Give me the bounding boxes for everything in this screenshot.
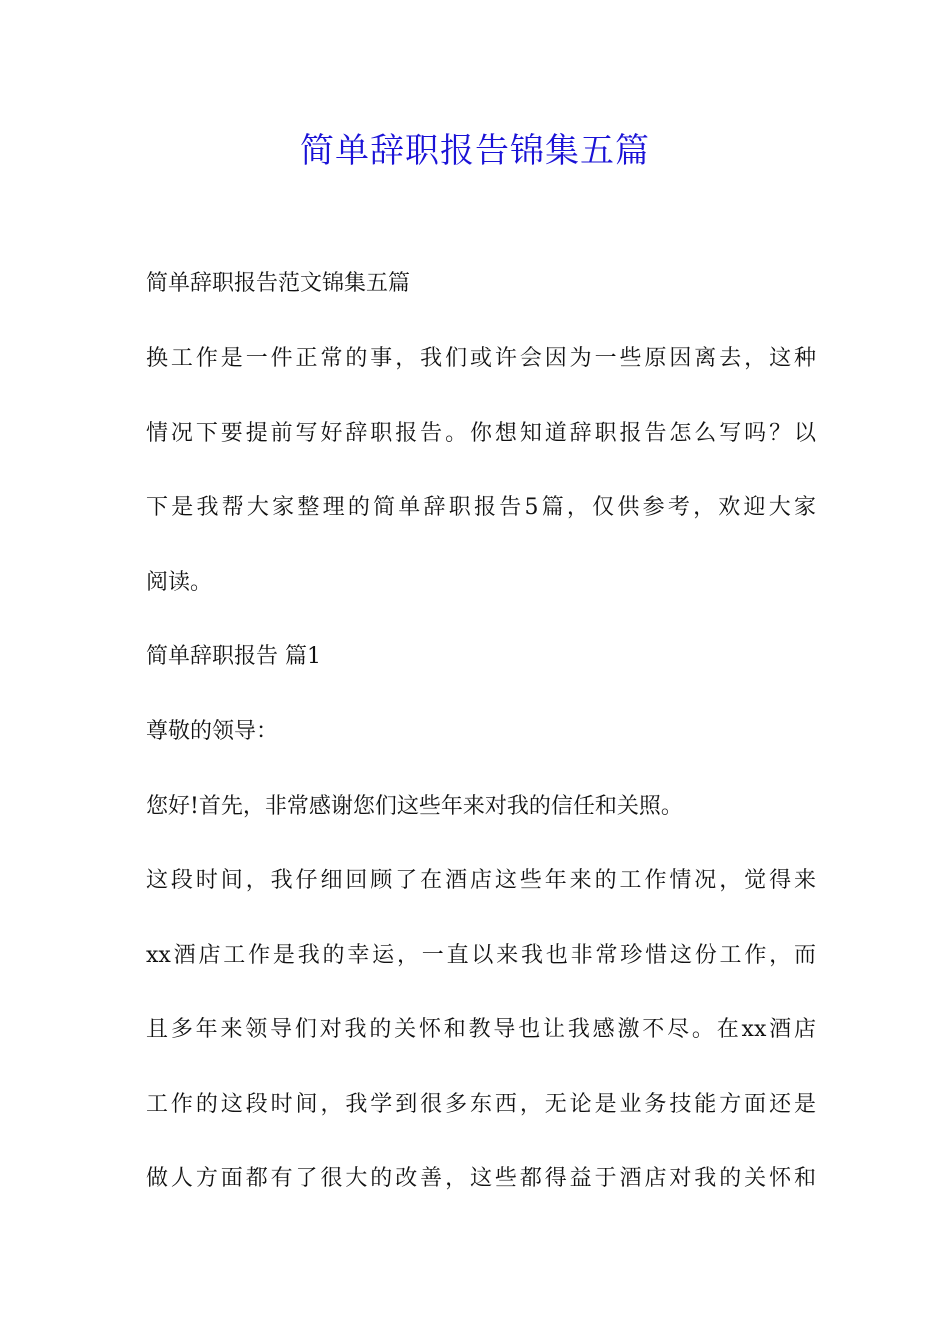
paragraph-line: 您好!首先，非常感谢您们这些年来对我的信任和关照。 — [146, 794, 683, 819]
paragraph-line: 做人方面都有了很大的改善，这些都得益于酒店对我的关怀和 — [146, 1166, 816, 1191]
paragraph-line: 下是我帮大家整理的简单辞职报告5篇，仅供参考，欢迎大家 — [146, 495, 816, 520]
paragraph-line: xx酒店工作是我的幸运，一直以来我也非常珍惜这份工作，而 — [146, 943, 816, 968]
salutation-line: 尊敬的领导： — [146, 719, 279, 744]
subtitle-line: 简单辞职报告范文锦集五篇 — [146, 271, 411, 296]
section-heading: 简单辞职报告 篇1 — [146, 644, 321, 669]
document-title: 简单辞职报告锦集五篇 — [300, 131, 650, 171]
paragraph-line: 且多年来领导们对我的关怀和教导也让我感激不尽。在xx酒店 — [146, 1017, 816, 1042]
paragraph-line: 换工作是一件正常的事，我们或许会因为一些原因离去，这种 — [146, 346, 816, 371]
paragraph-line: 情况下要提前写好辞职报告。你想知道辞职报告怎么写吗？以 — [146, 421, 816, 446]
paragraph-line: 这段时间，我仔细回顾了在酒店这些年来的工作情况，觉得来 — [146, 868, 816, 893]
paragraph-line: 工作的这段时间，我学到很多东西，无论是业务技能方面还是 — [146, 1092, 816, 1117]
paragraph-line: 阅读。 — [146, 570, 213, 595]
